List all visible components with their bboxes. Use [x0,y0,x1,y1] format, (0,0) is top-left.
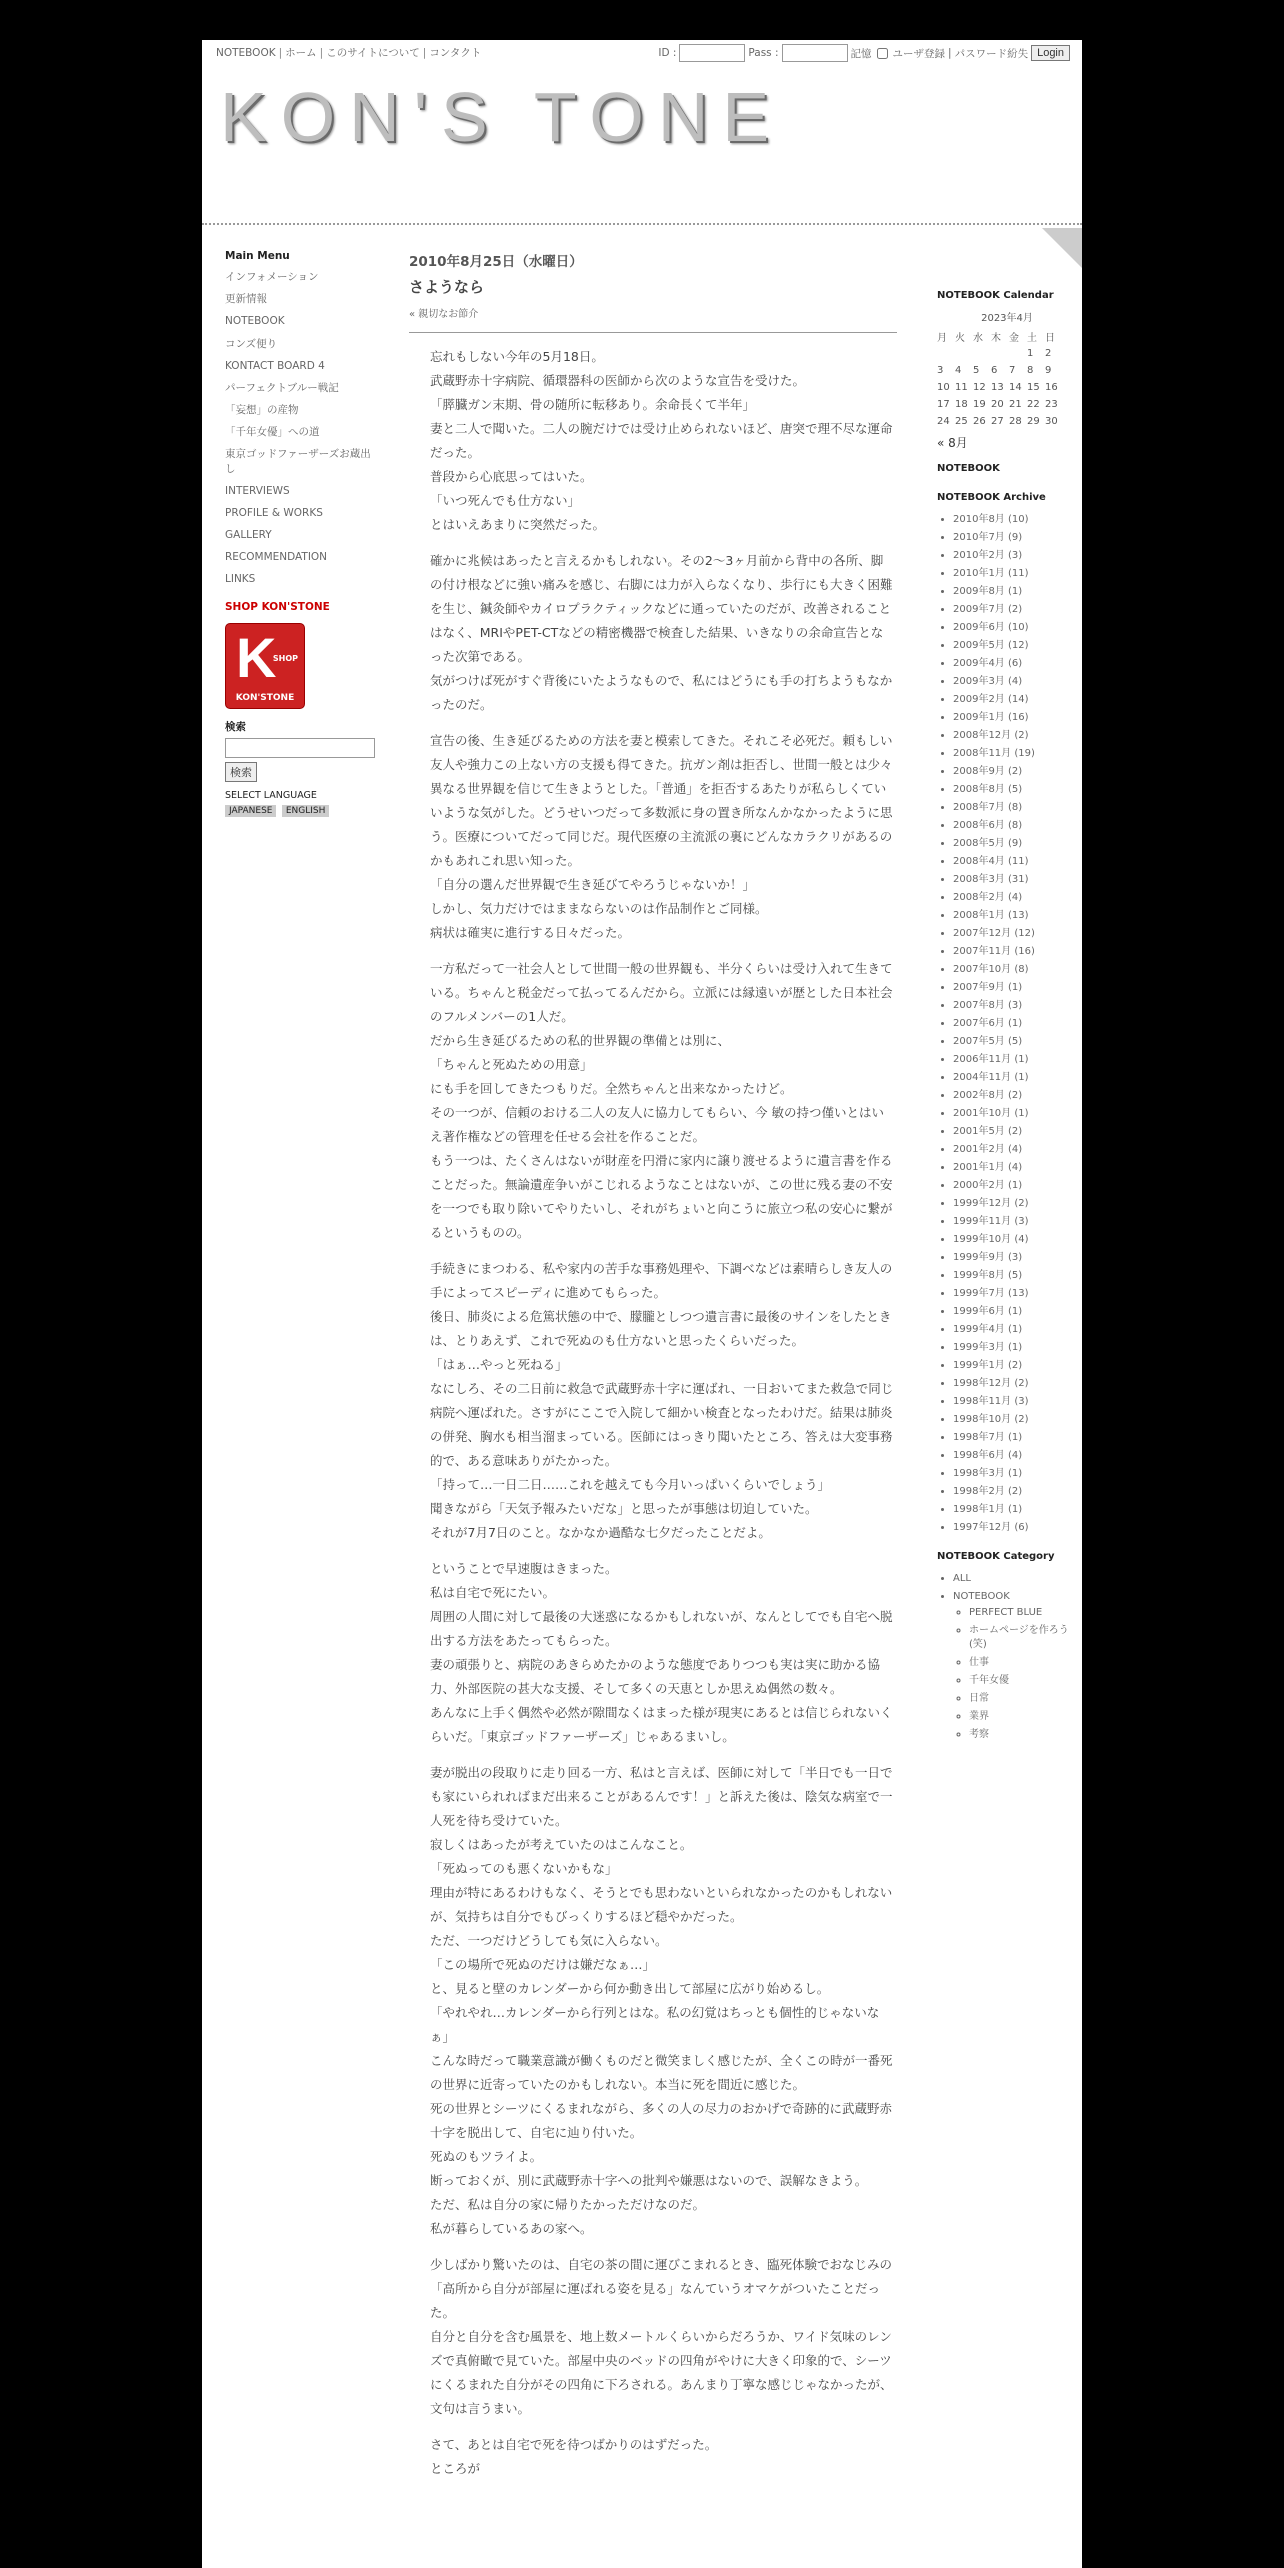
calendar-week-row [937,413,1063,430]
archive-item[interactable]: • 1999年4月 (1) [953,1321,1077,1339]
archive-item[interactable]: • 2008年5月 (9) [953,835,1077,853]
register-link[interactable]: ユーザ登録 [892,47,946,60]
category-item [953,1570,1077,1588]
shop-logo-button[interactable] [225,623,305,709]
calendar-day: 24 [937,416,950,427]
archive-item[interactable]: • 2007年6月 (1) [953,1015,1077,1033]
header-divider [202,223,1082,225]
calendar-prev-month-link[interactable]: « 8月 [937,436,968,450]
archive-item[interactable]: • 1998年12月 (2) [953,1375,1077,1393]
archive-item[interactable]: • 2007年8月 (3) [953,997,1077,1015]
shop-logo-letter: K [236,625,277,689]
archive-item[interactable]: • 2004年11月 (1) [953,1069,1077,1087]
calendar-day: 30 [1045,416,1058,427]
archive-item[interactable]: • 2009年2月 (14) [953,691,1077,709]
calendar-day: 22 [1027,399,1040,410]
category-link[interactable]: NOTEBOOK [953,1591,1010,1602]
subcategory-item[interactable]: ◦ ホームページを作ろう(笑) [969,1624,1077,1652]
archive-item[interactable]: • 2008年11月 (19) [953,745,1077,763]
calendar-day: 20 [991,399,1004,410]
left-sidebar [225,250,380,817]
login-button[interactable]: Login [1031,45,1070,61]
subcategory-list [953,1606,1077,1742]
archive-item[interactable]: • 2008年3月 (31) [953,871,1077,889]
main-menu-item[interactable]: 更新情報 [225,293,267,306]
top-nav-link[interactable]: ホーム [285,47,317,59]
shop-logo-bottom-text: KON'STONE [235,692,295,703]
top-nav-link[interactable]: コンタクト [429,47,482,59]
archive-item[interactable]: • 2009年1月 (16) [953,709,1077,727]
archive-item[interactable]: • 2010年8月 (10) [953,511,1077,529]
main-menu-item[interactable]: PROFILE & WORKS [225,506,323,519]
archive-item[interactable]: • 2008年6月 (8) [953,817,1077,835]
article-paragraph: 宣告の後、生き延びるための方法を妻と模索してきた。それこそ必死だ。頼もしい友人や強力この上ない方の支援も得てきた。抗ガン剤は拒否し、世間一般とは少々異なる世界観を信じて生きようとした。「普通」を拒否するあたりが私らしくていいような気がした。どうせいつだって多数派に身の置き所なんかなかったように思う。医療についてだって同じだ。現代医療の主流派の裏にどんなカラクリがあるのかもあれこれ思い知った。 「自分の選んだ世界観で生き延びてやろうじゃないか！」 しかし、気力だけではままならないのは作品制作とご同様。 病状は確実に進行する日々だった。 [430,733,893,940]
main-menu-item[interactable]: RECOMMENDATION [225,551,328,564]
nav-separator: | [422,47,427,59]
archive-item[interactable]: • 1998年2月 (2) [953,1483,1077,1501]
calendar-day: 18 [955,399,968,410]
page-container [202,40,1082,2568]
archive-item[interactable]: • 1998年10月 (2) [953,1411,1077,1429]
archive-item[interactable]: • 1999年10月 (4) [953,1231,1077,1249]
shop-logo-top-text: SHOP [272,653,298,663]
calendar-day: 6 [991,365,998,376]
calendar-week-row [937,345,1063,362]
calendar-weekday: 水 [973,333,983,344]
nav-separator: | [278,47,283,59]
subcategory-item[interactable]: ◦ 業界 [969,1710,1077,1724]
previous-article-link[interactable]: « 親切なお節介 [409,309,479,320]
calendar-day: 23 [1045,399,1058,410]
article-title: さようなら [409,278,485,296]
language-selector [225,804,380,817]
archive-list [937,511,1077,1537]
archive-item[interactable]: • 1999年11月 (3) [953,1213,1077,1231]
calendar-day: 26 [973,416,986,427]
page-corner [1042,228,1082,268]
search-input[interactable] [225,738,375,758]
archive-item[interactable]: • 2008年9月 (2) [953,763,1077,781]
archive-item[interactable]: • 1997年12月 (6) [953,1519,1077,1537]
language-english-button[interactable]: ENGLISH [282,805,330,817]
archive-item[interactable]: • 2000年2月 (1) [953,1177,1077,1195]
category-item [953,1588,1077,1742]
password-input[interactable] [782,44,848,62]
nav-separator: | [319,47,324,59]
archive-item[interactable]: • 2007年9月 (1) [953,979,1077,997]
archive-item[interactable]: • 1998年1月 (1) [953,1501,1077,1519]
calendar-heading: NOTEBOOK Calendar [937,290,1054,301]
archive-item[interactable]: • 2008年12月 (2) [953,727,1077,745]
top-nav-link[interactable]: このサイトについて [326,47,420,59]
remember-checkbox[interactable] [877,48,888,59]
archive-item[interactable]: • 1999年6月 (1) [953,1303,1077,1321]
article-divider [409,332,897,333]
article [409,250,897,2493]
calendar-day: 14 [1009,382,1022,393]
main-menu-item[interactable]: LINKS [225,573,256,586]
calendar-day: 13 [991,382,1004,393]
calendar-day [1009,345,1027,362]
calendar-week-row [937,362,1063,379]
subcategory-item[interactable]: ◦ 考察 [969,1728,1077,1742]
calendar-day: 27 [991,416,1004,427]
archive-heading: NOTEBOOK Archive [937,492,1046,503]
search-label: 検索 [225,720,246,733]
calendar-week-row [937,379,1063,396]
language-label: SELECT LANGUAGE [225,789,317,801]
archive-item[interactable]: • 2010年2月 (3) [953,547,1077,565]
archive-item[interactable]: • 1999年9月 (3) [953,1249,1077,1267]
main-menu-item[interactable]: GALLERY [225,529,272,542]
archive-item[interactable]: • 2008年1月 (13) [953,907,1077,925]
calendar-weekday: 金 [1009,333,1019,344]
calendar-day: 11 [955,382,968,393]
archive-item[interactable]: • 2001年2月 (4) [953,1141,1077,1159]
archive-item[interactable]: • 1999年7月 (13) [953,1285,1077,1303]
article-paragraph: さて、あとは自宅で死を待つばかりのはずだった。 ところが [430,2437,718,2476]
calendar-weekday: 木 [991,333,1001,344]
calendar-day [973,345,991,362]
language-japanese-button[interactable]: JAPANESE [225,805,276,817]
calendar-day [937,345,955,362]
article-paragraph: 確かに兆候はあったと言えるかもしれない。その2〜3ヶ月前から背中の各所、脚の付け根などに強い痛みを感じ、右脚には力が入らなくなり、歩行にも大きく困難を生じ、鍼灸師やカイロプラクティックなどに通っていたのだが、改善されることはなく、MRIやPET-CTなどの精密機器で検査した結果、いきなりの余命宣告となった次第である。 気がつけば死がすぐ背後にいたようなもので、私にはどうにも手の打ちようもなかったのだ。 [430,553,893,712]
archive-item[interactable]: • 2006年11月 (1) [953,1051,1077,1069]
shop-heading: SHOP KON'STONE [225,600,330,613]
calendar-day: 5 [973,365,980,376]
calendar-day: 7 [1009,365,1016,376]
archive-item[interactable]: • 2007年5月 (5) [953,1033,1077,1051]
archive-item[interactable]: • 2009年5月 (12) [953,637,1077,655]
calendar-day: 19 [973,399,986,410]
main-menu-item[interactable]: NOTEBOOK [225,315,285,328]
calendar-day: 12 [973,382,986,393]
calendar-day: 29 [1027,416,1040,427]
main-menu-item[interactable]: INTERVIEWS [225,484,290,497]
id-input[interactable] [679,44,745,62]
archive-item[interactable]: • 1998年6月 (4) [953,1447,1077,1465]
main-menu-heading: Main Menu [225,250,290,262]
article-paragraph: 忘れもしない今年の5月18日。 武蔵野赤十字病院、循環器科の医師から次のような宣告を受けた。 「膵臓ガン末期、骨の随所に転移あり。余命長くて半年」 妻と二人で聞いた。二人の腕だけでは受け止められないほど、唐突で理不尽な運命だった。 普段から心底思ってはいた。 「いつ死んでも仕方ない」 とはいえあまりに突然だった。 [430,349,893,532]
calendar-week-row [937,396,1063,413]
lost-password-link[interactable]: パスワード紛失 [954,47,1029,60]
main-menu-item[interactable]: 東京ゴッドファーザーズお蔵出し [225,448,371,475]
article-paragraph: 手続きにまつわる、私や家内の苦手な事務処理や、下調べなどは素晴らしき友人の手によってスピーディに進めてもらった。 後日、肺炎による危篤状態の中で、朦朧としつつ遺言書に最後のサインをしたときは、とりあえず、これで死ぬのも仕方ないと思ったくらいだった。 「はぁ…やっと死ねる」 なにしろ、その二日前に救急で武蔵野赤十字に運ばれ、一日おいてまた救急で同じ病院へ運ばれた。さすがにここで入院して細かい検査となったわけだ。結果は肺炎の併発、胸水も相当溜まっている。医師にはっきり聞いたところ、答えは大変事務的で、ある意味ありがたかった。 「持って…一日二日……これを越えても今月いっぱいくらいでしょう」 聞きながら「天気予報みたいだな」と思ったが事態は切迫していた。 それが7月7日のこと。なかなか過酷な七夕だったことだよ。 [430,1261,894,1540]
calendar-weekday-row [937,328,1063,345]
login-form [658,44,1070,62]
archive-item[interactable]: • 2001年5月 (2) [953,1123,1077,1141]
archive-item[interactable]: • 2008年4月 (11) [953,853,1077,871]
calendar-day: 17 [937,399,950,410]
archive-item[interactable]: • 2002年8月 (2) [953,1087,1077,1105]
archive-item[interactable]: • 1999年12月 (2) [953,1195,1077,1213]
article-paragraph: 一方私だって一社会人として世間一般の世界観も、半分くらいは受け入れて生きている。ちゃんと税金だって払ってるんだから。立派には縁遠いが歴とした日本社会のフルメンバーの1人だ。 だから生き延びるための私的世界観の準備とは別に、 「ちゃんと死ぬための用意」 にも手を回してきたつもりだ。全然ちゃんと出来なかったけど。 その一つが、信頼のおける二人の友人に協力してもらい、今 敏の持つ僅いとはいえ著作権などの管理を任せる会社を作ることだ。 もう一つは、たくさんはないが財産を円滑に家内に譲り渡せるように遺言書を作ることだった。無論遺産争いがこじれるようなことはないが、この世に残る妻の不安を一つでも取り除いてやりたいし、それがちょいと向こうに旅立つ私の安心に繋がるというものの。 [430,961,893,1240]
article-date: 2010年8月25日（水曜日） [409,254,583,270]
article-paragraph: ということで早速腹はきまった。 私は自宅で死にたい。 周囲の人間に対して最後の大迷惑になるかもしれないが、なんとしてでも自宅へ脱出する方法をあたってもらった。 妻の頑張りと、病院のあきらめたかのような態度でありつつも実は実に助かる協力、外部医院の甚大な支援、そして多くの天恵としか思えぬ偶然の数々。 あんなに上手く偶然や必然が隙間なくはまった様が現実にあるとは信じられないくらいだ。「東京ゴッドファーザーズ」じゃあるまいし。 [430,1561,893,1744]
calendar-day: 25 [955,416,968,427]
archive-item[interactable]: • 2008年2月 (4) [953,889,1077,907]
calendar-weekday: 土 [1027,333,1037,344]
archive-item[interactable]: • 2007年10月 (8) [953,961,1077,979]
id-label: ID : [658,47,677,59]
article-paragraph: 少しばかり驚いたのは、自宅の茶の間に運びこまれるとき、臨死体験でおなじみの「高所から自分が部屋に運ばれる姿を見る」なんていうオマケがついたことだった。 自分と自分を含む風景を、地上数メートルくらいからだろうか、ワイド気味のレンズで真俯瞰で見ていた。部屋中央のベッドの四角がやけに大きく印象的で、シーツにくるまれた自分がその四角に下ろされる。あんまり丁寧な感じじゃなかったが、文句は言うまい。 [430,2257,893,2416]
site-logo[interactable]: KON'S TONE [220,78,784,156]
notebook-heading[interactable]: NOTEBOOK [937,463,1000,474]
calendar-day: 2 [1045,348,1052,359]
archive-item[interactable]: • 2010年1月 (11) [953,565,1077,583]
archive-item[interactable]: • 2009年3月 (4) [953,673,1077,691]
subcategory-item[interactable]: ◦ 仕事 [969,1656,1077,1670]
main-menu [225,270,380,587]
separator: | [948,47,952,59]
main-menu-item[interactable]: パーフェクトブルー戦記 [225,381,339,394]
article-body [430,345,895,2481]
calendar-day: 8 [1027,365,1034,376]
calendar-month: 2023年4月 [981,313,1033,324]
archive-item[interactable]: • 1999年1月 (2) [953,1357,1077,1375]
archive-item[interactable]: • 2008年7月 (8) [953,799,1077,817]
archive-item[interactable]: • 1998年11月 (3) [953,1393,1077,1411]
archive-item[interactable]: • 2009年4月 (6) [953,655,1077,673]
calendar-day: 21 [1009,399,1022,410]
category-link[interactable]: ALL [953,1573,971,1584]
calendar-day: 3 [937,365,944,376]
archive-item[interactable]: • 2007年11月 (16) [953,943,1077,961]
archive-item[interactable]: • 1999年8月 (5) [953,1267,1077,1285]
calendar-weekday: 火 [955,333,965,344]
top-nav-link[interactable]: NOTEBOOK [216,47,276,59]
archive-item[interactable]: • 1999年3月 (1) [953,1339,1077,1357]
archive-item[interactable]: • 2009年7月 (2) [953,601,1077,619]
calendar-table [937,328,1063,430]
calendar-day: 28 [1009,416,1022,427]
remember-label: 記憶 [850,47,872,60]
top-nav [216,45,481,60]
subcategory-item[interactable]: ◦ PERFECT BLUE [969,1606,1077,1620]
calendar-day: 10 [937,382,950,393]
archive-item[interactable]: • 2001年10月 (1) [953,1105,1077,1123]
archive-item[interactable]: • 1998年7月 (1) [953,1429,1077,1447]
archive-item[interactable]: • 2008年8月 (5) [953,781,1077,799]
archive-item[interactable]: • 2007年12月 (12) [953,925,1077,943]
calendar-day: 15 [1027,382,1040,393]
calendar-day [991,345,1009,362]
calendar-day [955,345,973,362]
right-sidebar [937,290,1077,1756]
calendar-day: 16 [1045,382,1058,393]
archive-item[interactable]: • 2001年1月 (4) [953,1159,1077,1177]
main-menu-item[interactable]: コンズ便り [225,337,278,350]
main-menu-item[interactable]: インフォメーション [225,271,319,283]
main-menu-item[interactable]: 「千年女優」への道 [225,426,320,439]
calendar [937,309,1077,451]
main-menu-item[interactable]: KONTACT BOARD 4 [225,359,325,372]
category-heading: NOTEBOOK Category [937,1551,1055,1562]
archive-item[interactable]: • 2009年6月 (10) [953,619,1077,637]
pass-label: Pass : [748,47,779,59]
calendar-day: 4 [955,365,962,376]
archive-item[interactable]: • 2009年8月 (1) [953,583,1077,601]
calendar-weekday: 日 [1045,333,1055,344]
article-paragraph: 妻が脱出の段取りに走り回る一方、私はと言えば、医師に対して「半日でも一日でも家にいられればまだ出来ることがあるんです！」と訴えた後は、陰気な病室で一人死を待ち受けていた。 寂しくはあったが考えていたのはこんなこと。 「死ぬってのも悪くないかもな」 理由が特にあるわけもなく、そうとでも思わないといられなかったのかもしれないが、気持ちは自分でもびっくりするほど穏やかだった。 ただ、一つだけどうしても気に入らない。 「この場所で死ぬのだけは嫌だなぁ…」 と、見ると壁のカレンダーから何か動き出して部屋に広がり始めるし。 「やれやれ…カレンダーから行列とはな。私の幻覚はちっとも個性的じゃないなぁ」 こんな時だって職業意識が働くものだと微笑ましく感じたが、全くこの時が一番死の世界に近寄っていたのかもしれない。本当に死を間近に感じた。 死の世界とシーツにくるまれながら、多くの人の尽力のおかげで奇跡的に武蔵野赤十字を脱出して、自宅に辿り付いた。 死ぬのもツライよ。 断っておくが、別に武蔵野赤十字への批判や嫌悪はないので、誤解なきよう。 ただ、私は自分の家に帰りたかっただけなのだ。 私が暮らしているあの家へ。 [430,1765,893,2236]
archive-item[interactable]: • 1998年3月 (1) [953,1465,1077,1483]
main-menu-item[interactable]: 「妄想」の産物 [225,404,299,417]
calendar-weekday: 月 [937,333,947,344]
search-button[interactable]: 検索 [225,762,257,782]
archive-item[interactable]: • 2010年7月 (9) [953,529,1077,547]
subcategory-item[interactable]: ◦ 千年女優 [969,1674,1077,1688]
category-list [937,1570,1077,1742]
subcategory-item[interactable]: ◦ 日常 [969,1692,1077,1706]
calendar-day: 9 [1045,365,1052,376]
calendar-day: 1 [1027,348,1034,359]
